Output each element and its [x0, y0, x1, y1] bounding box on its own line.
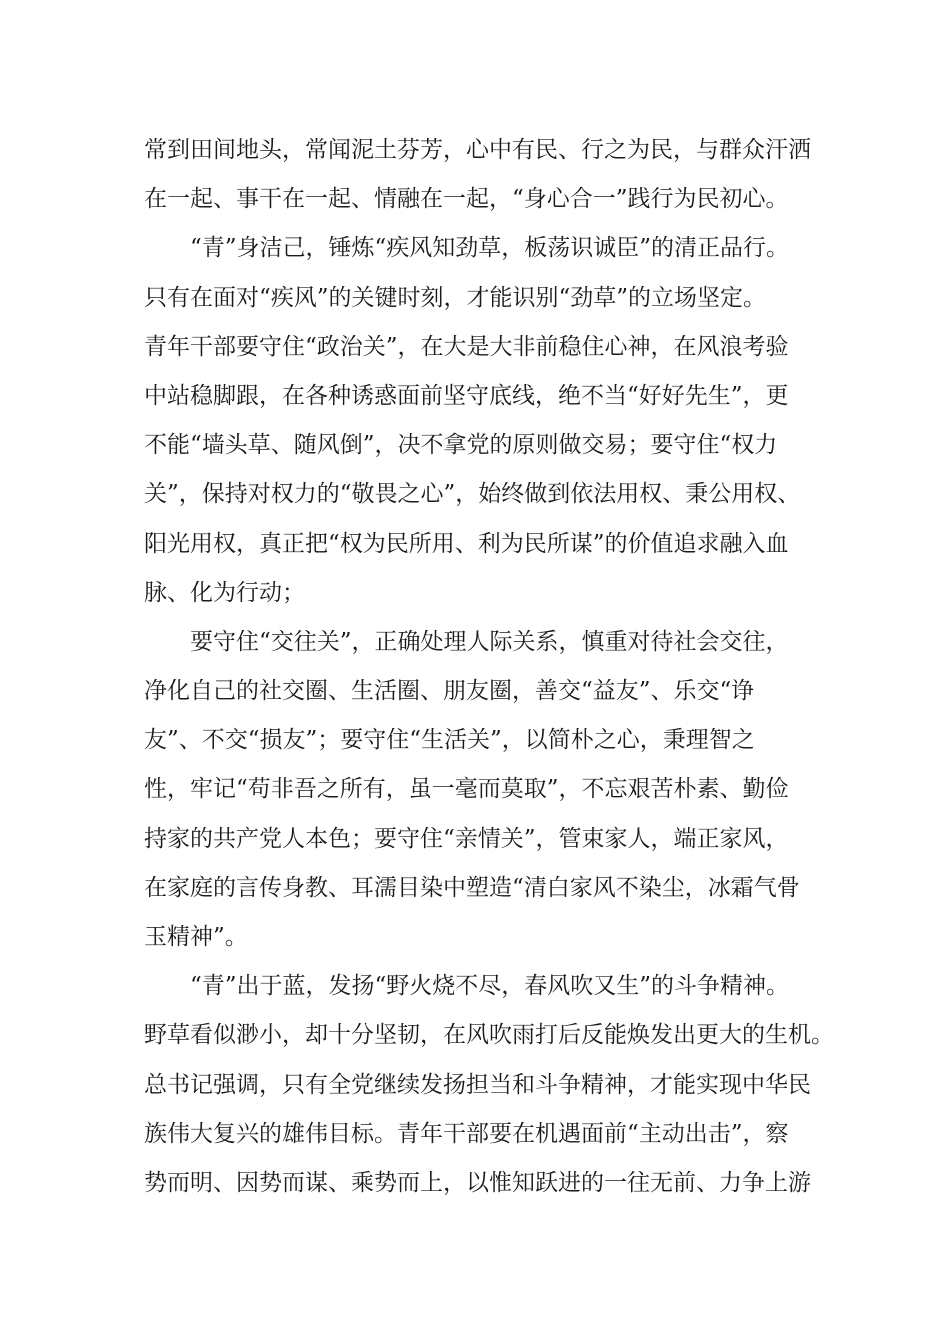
paragraph-first-line: “青”身洁己，锤炼“疾风知劲草，板荡识诚臣”的清正品行。 — [190, 235, 790, 262]
text-line: 中站稳脚跟，在各种诱惑面前坚守底线，绝不当“好好先生”，更 — [144, 382, 789, 409]
text-line: 族伟大复兴的雄伟目标。青年干部要在机遇面前“主动出击”，察 — [144, 1120, 789, 1147]
text-line: 在一起、事干在一起、情融在一起，“身心合一”践行为民初心。 — [144, 186, 789, 213]
paragraph-first-line: 要守住“交往关”，正确处理人际关系，慎重对待社会交往， — [190, 628, 789, 655]
text-line: 在家庭的言传身教、耳濡目染中塑造“清白家风不染尘，冰霜气骨 — [144, 874, 800, 901]
paragraph-first-line: “青”出于蓝，发扬“野火烧不尽，春风吹又生”的斗争精神。 — [190, 973, 790, 1000]
text-line: 关”，保持对权力的“敬畏之心”，始终做到依法用权、秉公用权、 — [144, 481, 801, 508]
text-line: 阳光用权，真正把“权为民所用、利为民所谋”的价值追求融入血 — [144, 530, 789, 557]
text-line: 性，牢记“苟非吾之所有，虽一毫而莫取”，不忘艰苦朴素、勤俭 — [144, 776, 789, 803]
text-line: 不能“墙头草、随风倒”，决不拿党的原则做交易；要守住“权力 — [144, 432, 778, 459]
text-line: 净化自己的社交圈、生活圈、朋友圈，善交“益友”、乐交“诤 — [144, 678, 755, 705]
text-line: 势而明、因势而谋、乘势而上，以惟知跃进的一往无前、力争上游 — [144, 1169, 811, 1196]
text-line: 总书记强调，只有全党继续发扬担当和斗争精神，才能实现中华民 — [144, 1071, 811, 1098]
text-line: 野草看似渺小，却十分坚韧，在风吹雨打后反能焕发出更大的生机。 — [144, 1022, 834, 1049]
text-line: 友”、不交“损友”；要守住“生活关”，以简朴之心，秉理智之 — [144, 727, 755, 754]
text-line: 常到田间地头，常闻泥土芬芳，心中有民、行之为民，与群众汗洒 — [144, 137, 811, 163]
text-line: 青年干部要守住“政治关”，在大是大非前稳住心神，在风浪考验 — [144, 333, 789, 360]
text-line: 持家的共产党人本色；要守住“亲情关”，管束家人，端正家风， — [144, 825, 789, 852]
body-text — [144, 126, 834, 1208]
text-line: 只有在面对“疾风”的关键时刻，才能识别“劲草”的立场坚定。 — [144, 284, 767, 311]
text-line: 玉精神”。 — [144, 924, 248, 950]
text-line: 脉、化为行动； — [144, 579, 305, 606]
